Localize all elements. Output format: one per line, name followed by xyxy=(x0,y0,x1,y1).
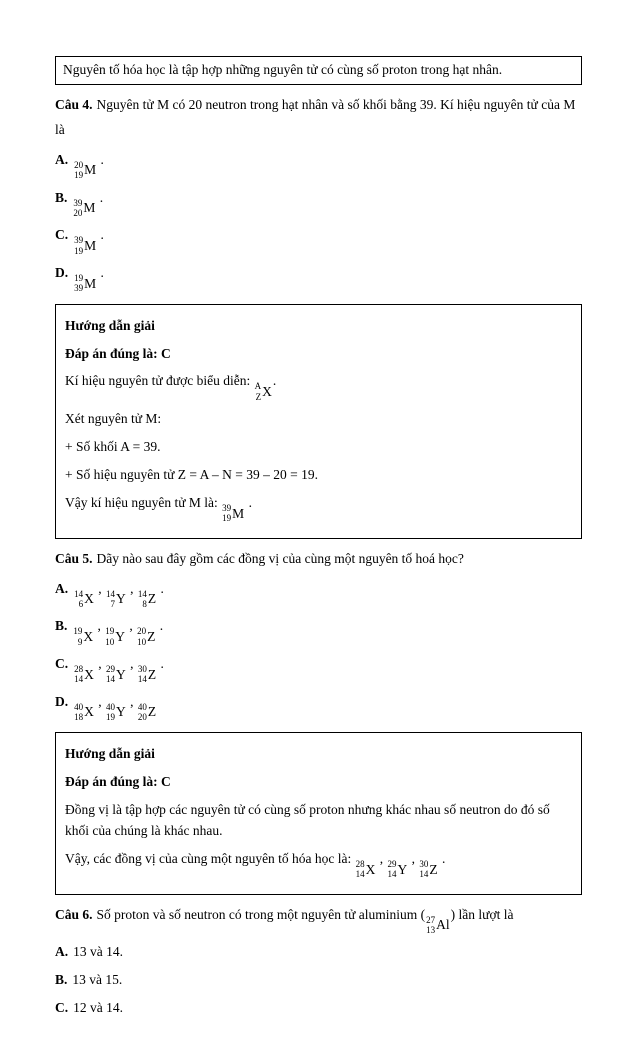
nuclide-notation xyxy=(74,273,96,294)
text-run: . xyxy=(272,373,277,389)
atomic-number: 14 xyxy=(355,869,365,880)
element-symbol: Y xyxy=(116,666,126,682)
answer-option xyxy=(55,149,582,181)
answer-option xyxy=(55,578,582,610)
text-run: 13 và 14. xyxy=(73,944,123,960)
nuclide-numbers xyxy=(137,626,146,647)
mass-number: 29 xyxy=(387,859,397,869)
nuclide-numbers xyxy=(106,664,115,685)
nuclide-notation xyxy=(74,702,94,723)
mass-number: A xyxy=(254,381,262,392)
nuclide-numbers xyxy=(74,664,83,685)
element-symbol: Z xyxy=(147,628,156,644)
element-symbol: M xyxy=(83,200,96,216)
nuclide-notation xyxy=(138,664,156,685)
atomic-number: 7 xyxy=(110,598,115,609)
mass-number: 30 xyxy=(419,859,429,869)
answer-option xyxy=(55,187,582,219)
mass-number: 40 xyxy=(137,701,147,712)
nuclide-numbers xyxy=(388,859,397,880)
mass-number: 20 xyxy=(137,626,147,637)
atomic-number: 19 xyxy=(222,513,232,524)
element-symbol: X xyxy=(83,628,94,644)
nuclide-notation xyxy=(74,160,96,181)
text-run: . xyxy=(157,655,164,671)
text-run: , xyxy=(376,851,387,866)
element-symbol: Y xyxy=(115,628,126,644)
element-symbol: Z xyxy=(429,861,438,877)
atomic-number: 14 xyxy=(387,869,397,880)
text-run: , xyxy=(408,851,419,866)
mass-number: 40 xyxy=(74,701,84,712)
text-run: Vậy, các đồng vị của cùng một nguyên tố hóa học là: xyxy=(65,851,355,866)
nuclide-numbers xyxy=(426,915,435,936)
answer-option xyxy=(55,691,582,723)
atomic-number: 19 xyxy=(106,711,115,722)
option-label: A. xyxy=(55,151,69,167)
text-run: . xyxy=(97,151,104,167)
question-block xyxy=(55,547,582,895)
solution-line xyxy=(65,409,572,430)
text-run: Số proton và số neutron có trong một nguyên tử aluminium ( xyxy=(96,906,426,922)
element-symbol: Y xyxy=(397,861,408,877)
questions-container xyxy=(55,93,582,1018)
atomic-number: 14 xyxy=(419,869,429,880)
solution-line xyxy=(65,849,572,880)
answer-option xyxy=(55,969,582,991)
atomic-number: 19 xyxy=(74,170,84,181)
text-run: 13 và 15. xyxy=(72,971,123,987)
nuclide-numbers xyxy=(356,859,365,880)
atomic-number: 9 xyxy=(77,636,83,647)
nuclide-notation xyxy=(74,589,94,610)
text-run: , xyxy=(94,580,105,596)
answer-option xyxy=(55,224,582,256)
nuclide-notation xyxy=(356,859,376,880)
mass-number: 40 xyxy=(106,701,115,712)
element-symbol: Z xyxy=(147,666,157,682)
mass-number: 20 xyxy=(74,159,84,170)
atomic-number: 20 xyxy=(73,207,83,218)
answer-option xyxy=(55,941,582,963)
nuclide-notation xyxy=(74,235,96,256)
nuclide-notation xyxy=(73,198,95,219)
element-symbol: Y xyxy=(116,704,126,720)
nuclide-notation xyxy=(419,859,437,880)
text-run: , xyxy=(126,618,137,634)
question-stem xyxy=(55,547,582,572)
mass-number: 30 xyxy=(137,663,147,674)
option-label: B. xyxy=(55,189,68,205)
text-run: , xyxy=(94,655,105,671)
text-run: Đồng vị là tập hợp các nguyên tử có cùng số proton nhưng khác nhau số neutron do đó số khối của chúng là khác nhau. xyxy=(65,802,550,839)
nuclide-numbers xyxy=(106,589,115,610)
mass-number: 19 xyxy=(73,626,83,637)
mass-number: 14 xyxy=(106,588,115,599)
atomic-number: 14 xyxy=(74,674,84,685)
option-label: A. xyxy=(55,580,69,596)
text-run: , xyxy=(126,693,137,709)
solution-line xyxy=(65,493,572,524)
mass-number: 14 xyxy=(137,588,147,599)
nuclide-numbers xyxy=(138,702,147,723)
element-symbol: Z xyxy=(147,704,157,720)
solution-line xyxy=(65,800,572,842)
option-label: D. xyxy=(55,264,69,280)
nuclide-numbers xyxy=(222,503,231,524)
nuclide-numbers xyxy=(138,589,147,610)
atomic-number: 10 xyxy=(105,636,115,647)
mass-number: 39 xyxy=(74,235,84,246)
atomic-number: 19 xyxy=(74,245,84,256)
atomic-number: 6 xyxy=(78,598,84,609)
element-symbol: Y xyxy=(116,591,126,607)
option-label: B. xyxy=(55,971,68,987)
definition-box xyxy=(55,56,582,85)
element-symbol: Z xyxy=(147,591,157,607)
text-run: . xyxy=(97,264,104,280)
atomic-number: 14 xyxy=(137,674,147,685)
question-stem xyxy=(55,903,582,936)
atomic-number: 10 xyxy=(137,636,147,647)
text-run: Kí hiệu nguyên tử được biểu diễn: xyxy=(65,373,254,389)
nuclide-numbers xyxy=(74,702,83,723)
element-symbol: M xyxy=(84,237,97,253)
mass-number: 39 xyxy=(222,502,232,513)
definition-text: Nguyên tố hóa học là tập hợp những nguyên tử có cùng số proton trong hạt nhân. xyxy=(63,62,503,77)
solution-answer: Đáp án đúng là: C xyxy=(65,345,171,361)
text-run: . xyxy=(156,618,164,634)
mass-number: 19 xyxy=(105,626,115,637)
solution-title: Hướng dẫn giải xyxy=(65,746,155,762)
atomic-number: 8 xyxy=(142,598,147,609)
nuclide-numbers xyxy=(105,626,114,647)
mass-number: 39 xyxy=(73,197,83,208)
text-run: . xyxy=(438,851,446,866)
element-symbol: X xyxy=(84,704,94,720)
text-run: Vậy kí hiệu nguyên tử M là: xyxy=(65,494,222,510)
mass-number: 27 xyxy=(426,914,436,925)
text-run: + Số khối A = 39. xyxy=(65,439,161,455)
question-label: Câu 6. xyxy=(55,906,93,922)
nuclide-notation xyxy=(138,589,156,610)
question-label: Câu 5. xyxy=(55,550,93,566)
nuclide-numbers xyxy=(255,381,262,402)
atomic-number: 20 xyxy=(137,711,147,722)
option-label: C. xyxy=(55,227,69,243)
nuclide-numbers xyxy=(74,160,83,181)
option-label: B. xyxy=(55,618,68,634)
text-run: , xyxy=(126,655,137,671)
element-symbol: M xyxy=(232,505,245,521)
question-block xyxy=(55,93,582,539)
answer-option xyxy=(55,997,582,1019)
text-run: ) lần lượt là xyxy=(450,906,514,922)
atomic-number: 18 xyxy=(74,711,84,722)
nuclide-numbers xyxy=(419,859,428,880)
nuclide-notation xyxy=(73,626,93,647)
element-symbol: Al xyxy=(436,917,450,933)
text-run: . xyxy=(245,494,252,510)
element-symbol: X xyxy=(262,384,272,400)
solution-box xyxy=(55,304,582,539)
mass-number: 28 xyxy=(355,859,365,869)
solution-box xyxy=(55,732,582,894)
solution-line xyxy=(65,371,572,402)
nuclide-numbers xyxy=(73,626,82,647)
nuclide-numbers xyxy=(138,664,147,685)
nuclide-numbers xyxy=(73,198,82,219)
atomic-number: 14 xyxy=(106,674,115,685)
atomic-number: 39 xyxy=(74,283,84,294)
text-run: . xyxy=(97,227,104,243)
text-run: Dãy nào sau đây gồm các đồng vị của cùng một nguyên tố hoá học? xyxy=(96,550,464,566)
question-block xyxy=(55,903,582,1018)
atomic-number: 13 xyxy=(426,925,436,936)
mass-number: 29 xyxy=(106,663,115,674)
text-run: Xét nguyên tử M: xyxy=(65,411,162,427)
nuclide-notation xyxy=(74,664,94,685)
element-symbol: M xyxy=(84,162,97,178)
nuclide-notation xyxy=(106,702,126,723)
solution-line xyxy=(65,465,572,486)
text-run: . xyxy=(157,580,164,596)
nuclide-notation xyxy=(426,915,450,936)
mass-number: 14 xyxy=(74,588,84,599)
element-symbol: X xyxy=(365,861,376,877)
nuclide-notation xyxy=(138,702,156,723)
option-label: A. xyxy=(55,944,69,960)
element-symbol: X xyxy=(84,666,94,682)
text-run: , xyxy=(94,618,105,634)
answer-option xyxy=(55,262,582,294)
text-run: 12 và 14. xyxy=(73,999,123,1015)
answer-option xyxy=(55,615,582,647)
text-run: . xyxy=(96,189,104,205)
mass-number: 28 xyxy=(74,663,84,674)
nuclide-notation xyxy=(105,626,125,647)
nuclide-numbers xyxy=(74,235,83,256)
solution-title: Hướng dẫn giải xyxy=(65,317,155,333)
solution-answer: Đáp án đúng là: C xyxy=(65,774,171,790)
nuclide-notation xyxy=(106,664,126,685)
text-run: Nguyên tử M có 20 neutron trong hạt nhân và số khối bằng 39. Kí hiệu nguyên tử của M là xyxy=(55,96,576,137)
nuclide-notation xyxy=(222,503,244,524)
solution-line xyxy=(65,437,572,458)
element-symbol: M xyxy=(84,275,97,291)
mass-number: 19 xyxy=(74,272,84,283)
option-label: C. xyxy=(55,999,69,1015)
text-run: , xyxy=(126,580,137,596)
nuclide-numbers xyxy=(74,589,83,610)
option-label: D. xyxy=(55,693,69,709)
element-symbol: X xyxy=(84,591,94,607)
nuclide-numbers xyxy=(106,702,115,723)
option-label: C. xyxy=(55,655,69,671)
nuclide-notation xyxy=(106,589,126,610)
nuclide-notation xyxy=(137,626,155,647)
answer-option xyxy=(55,653,582,685)
nuclide-notation xyxy=(255,381,272,402)
question-stem xyxy=(55,93,582,143)
question-label: Câu 4. xyxy=(55,96,93,112)
nuclide-numbers xyxy=(74,273,83,294)
text-run: + Số hiệu nguyên tử Z = A – N = 39 – 20 = 19. xyxy=(65,466,319,482)
text-run: , xyxy=(94,693,105,709)
atomic-number: Z xyxy=(255,391,262,402)
nuclide-notation xyxy=(388,859,408,880)
